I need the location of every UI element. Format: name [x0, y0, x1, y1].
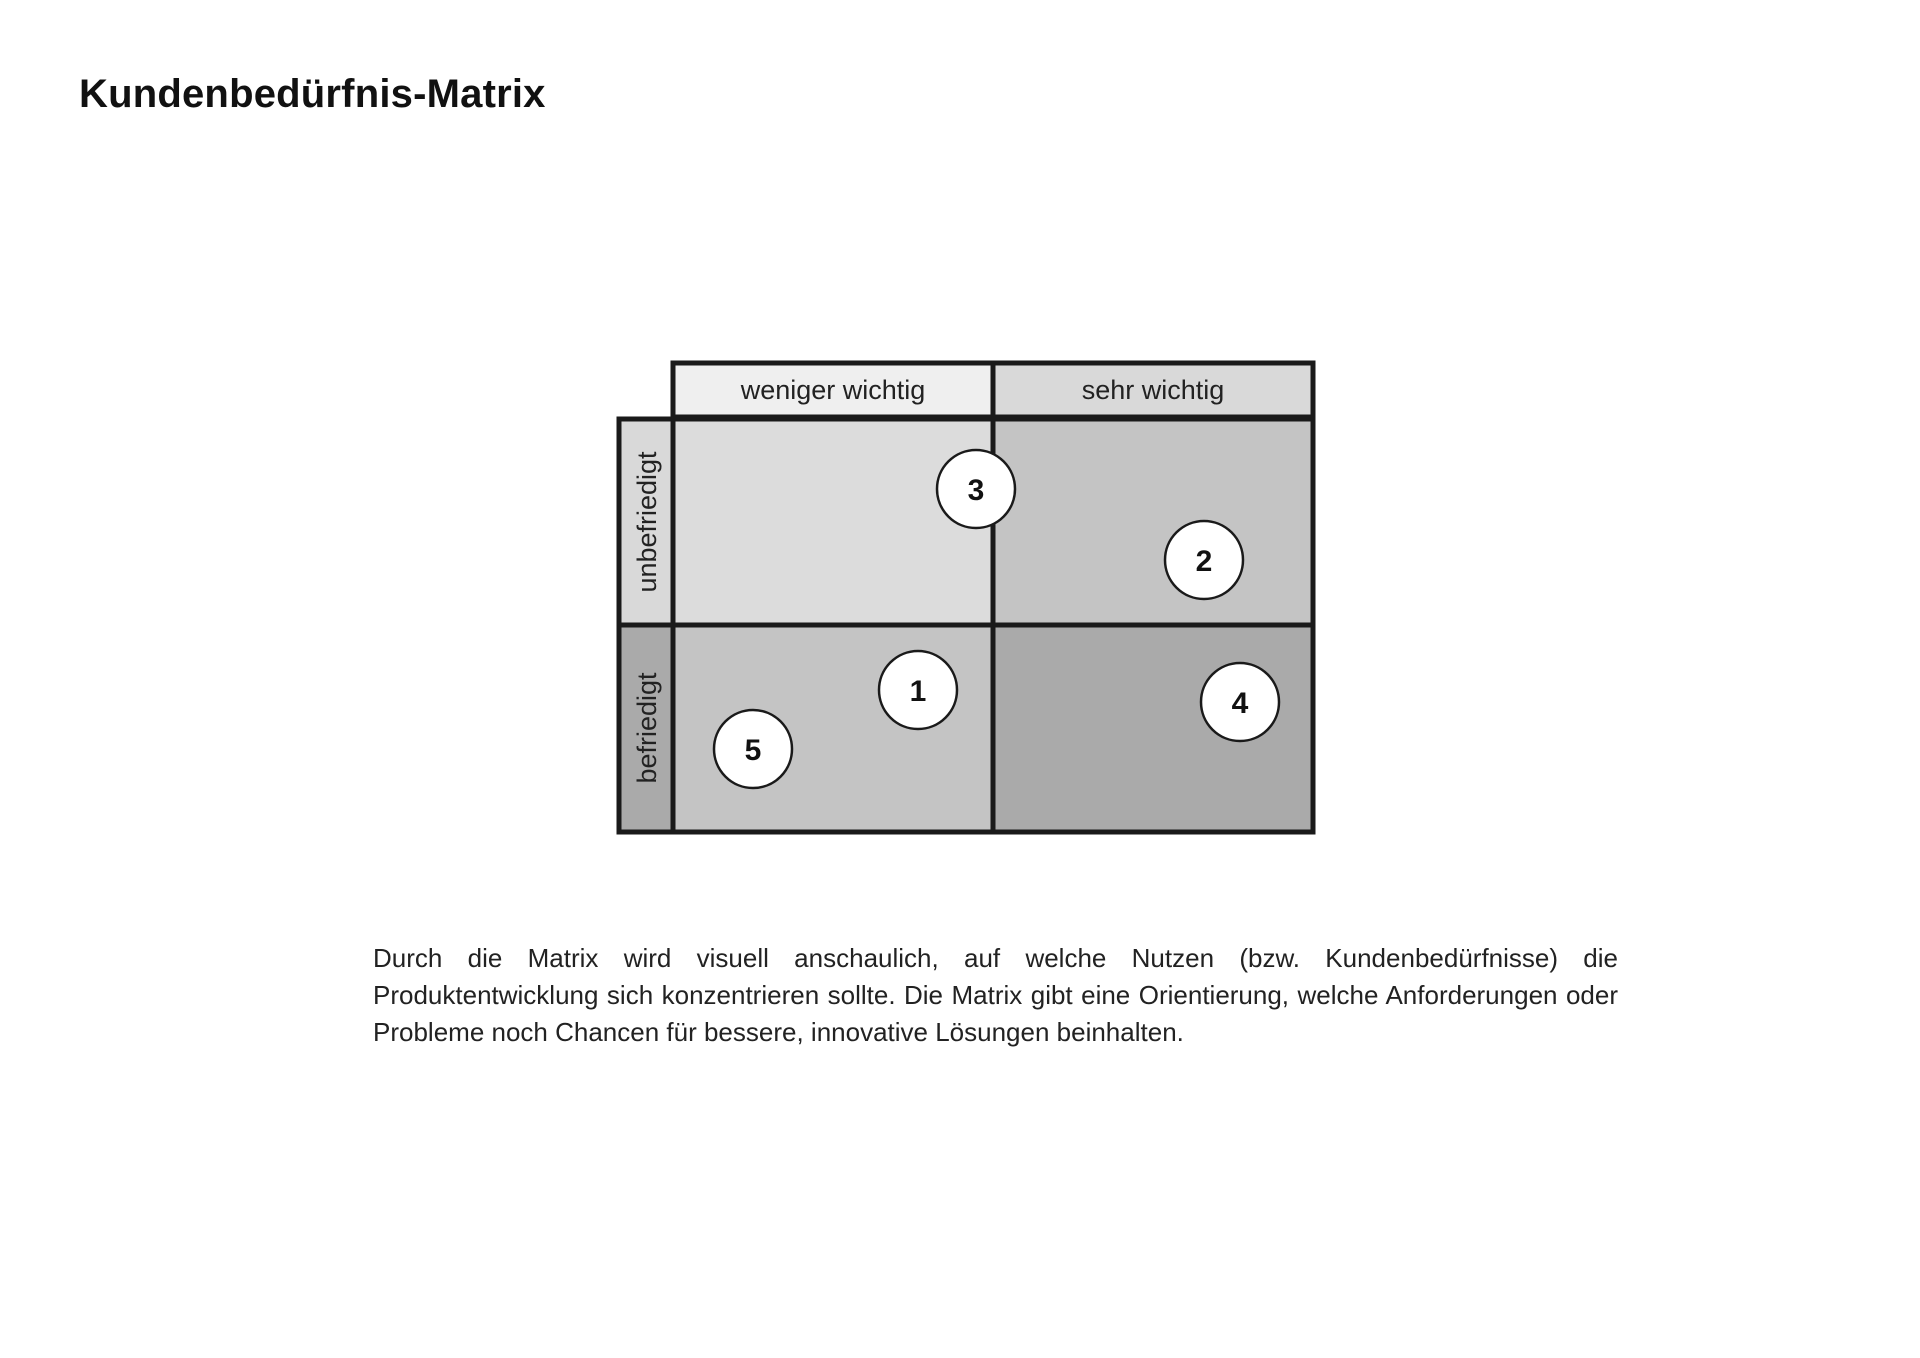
- cell-unbefriedigt-sehr-wichtig: [993, 419, 1313, 625]
- marker-1: [879, 651, 957, 729]
- marker-4-label: 4: [1231, 687, 1249, 720]
- marker-2-label: 2: [1195, 545, 1213, 578]
- column-header-weniger-wichtig: weniger wichtig: [740, 375, 926, 405]
- marker-3: [937, 450, 1015, 528]
- cell-unbefriedigt-weniger-wichtig: [673, 419, 993, 625]
- marker-1-label: 1: [909, 675, 927, 708]
- column-header-sehr-wichtig: sehr wichtig: [1081, 375, 1225, 405]
- page-title: Kundenbedürfnis-Matrix: [79, 72, 546, 116]
- row-header-befriedigt: befriedigt: [632, 672, 662, 784]
- marker-2: [1165, 521, 1243, 599]
- marker-5-label: 5: [744, 734, 762, 767]
- row-header-unbefriedigt: unbefriedigt: [632, 451, 662, 593]
- marker-5: [714, 710, 792, 788]
- description-text: Durch die Matrix wird visuell anschaulich, auf welche Nutzen (bzw. Kundenbedürfnisse) die Produktentwicklung sich konzentrieren sollte. Die Matrix gibt eine Orientierung, welche Anforderungen oder Probleme noch Chancen für bessere, innovative Lösungen beinhalten.: [373, 943, 1618, 1047]
- marker-4: [1201, 663, 1279, 741]
- marker-3-label: 3: [967, 474, 985, 507]
